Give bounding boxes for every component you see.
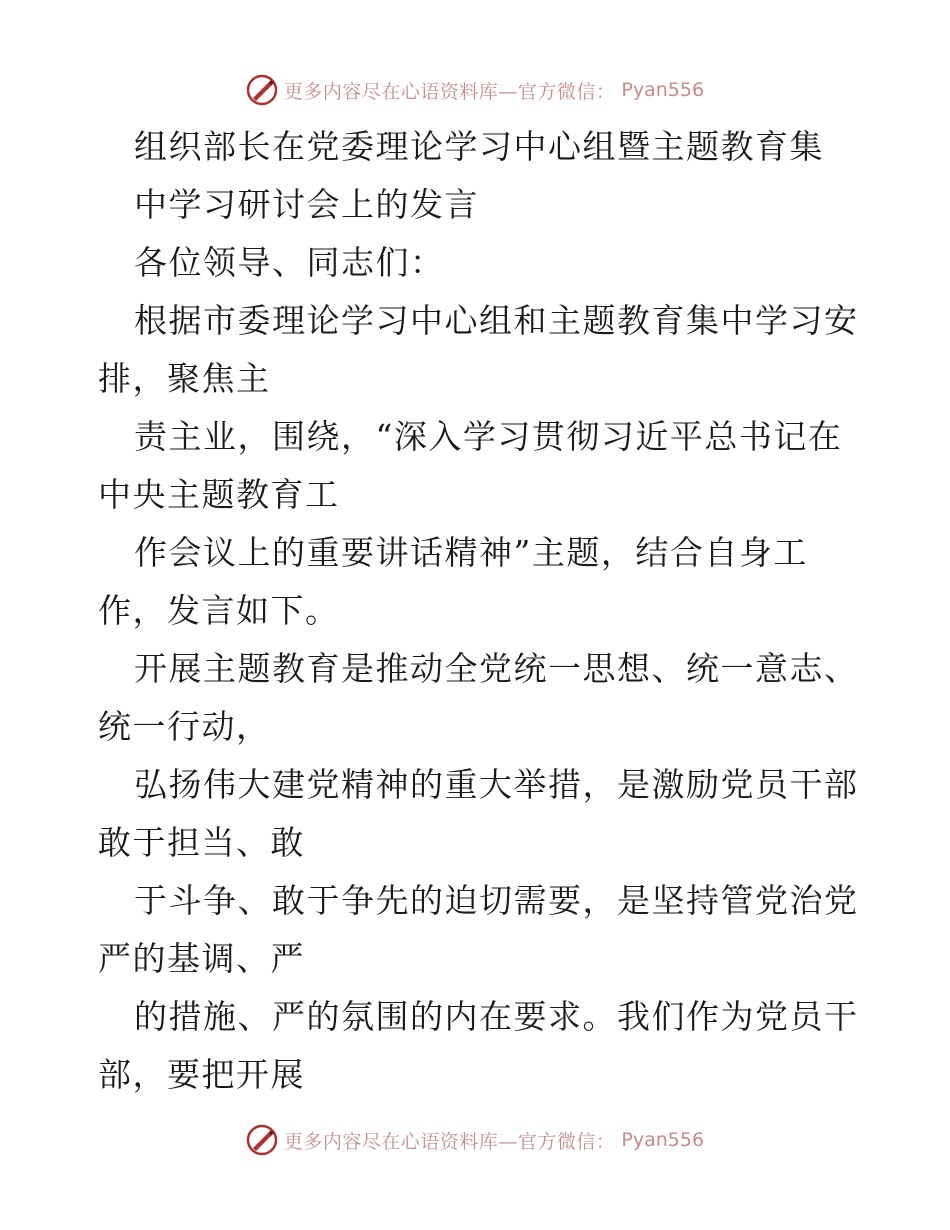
- header-watermark: [0, 72, 950, 108]
- paragraph-line: 弘扬伟大建党精神的重大举措，是激励党员干部: [134, 765, 859, 804]
- watermark-wechat-id: Pyan556: [621, 79, 705, 101]
- footer-watermark: [0, 1122, 950, 1158]
- paragraph-line: 开展主题教育是推动全党统一思想、统一意志、: [134, 649, 859, 688]
- paragraph-line: 于斗争、敢于争先的迫切需要，是坚持管党治党: [134, 881, 859, 920]
- watermark-text: 更多内容尽在心语资料库—官方微信：: [283, 1130, 616, 1153]
- paragraph-line: 严的基调、严: [98, 939, 305, 978]
- pen-logo-icon: [246, 74, 278, 106]
- document-body: [98, 118, 858, 1104]
- paragraph-line: 排，聚焦主: [98, 359, 271, 398]
- pen-logo-icon: [246, 1124, 278, 1156]
- paragraph-line: 中央主题教育工: [98, 475, 340, 514]
- paragraph-line: 根据市委理论学习中心组和主题教育集中学习安: [134, 301, 859, 340]
- watermark-text: 更多内容尽在心语资料库—官方微信：: [283, 80, 616, 103]
- paragraph-line: 作，发言如下。: [98, 591, 340, 630]
- paragraph-line: 作会议上的重要讲话精神”主题，结合自身工: [134, 533, 808, 572]
- paragraph-line: 部，要把开展: [98, 1055, 305, 1094]
- title-line-2: 中学习研讨会上的发言: [134, 185, 479, 224]
- watermark-wechat-id: Pyan556: [621, 1129, 705, 1151]
- title-line-1: 组织部长在党委理论学习中心组暨主题教育集: [134, 127, 824, 166]
- paragraph-line: 责主业，围绕，“深入学习贯彻习近平总书记在: [134, 417, 843, 456]
- paragraph-line: 敢于担当、敢: [98, 823, 305, 862]
- paragraph-line: 统一行动，: [98, 707, 271, 746]
- paragraph-line: 的措施、严的氛围的内在要求。我们作为党员干: [134, 997, 859, 1036]
- salutation: 各位领导、同志们：: [134, 243, 445, 282]
